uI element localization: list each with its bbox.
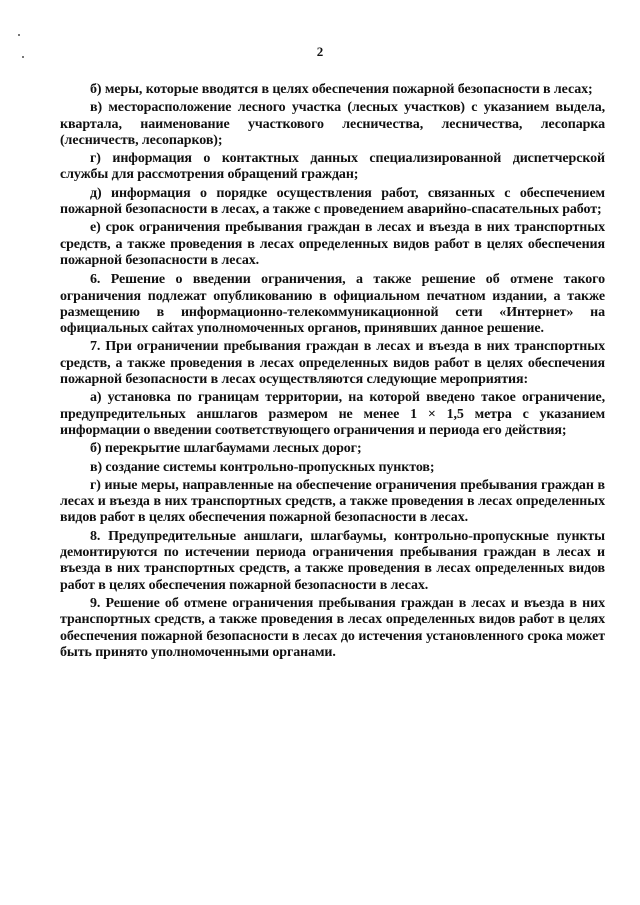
clause-7-item-b: б) перекрытие шлагбаумами лесных дорог; bbox=[90, 441, 362, 457]
clause-7-item-v: в) создание системы контрольно-пропускных пунктов; bbox=[90, 459, 435, 475]
clause-8: 8. Предупредительные аншлаги, шлагбаумы, контрольно-пропускные пункты демонтируются по истечении периода ограничения пребывания граждан в лесах и въезда в них транспортных средств, а также проведения в лесах определенных видов работ в целях обеспечения пожарной безопасности в лесах. bbox=[60, 528, 605, 593]
list-item-e: е) срок ограничения пребывания граждан в лесах и въезда в них транспортных средств, а также проведения в лесах определенных видов работ в целях обеспечения пожарной безопасности в лесах. bbox=[60, 220, 605, 268]
clause-7: 7. При ограничении пребывания граждан в лесах и въезда в них транспортных средств, а также проведения в лесах определенных видов работ в целях обеспечения пожарной безопасности в лесах осуществляются следующие мероприятия: bbox=[60, 339, 605, 388]
clause-7-item-g: г) иные меры, направленные на обеспечение ограничения пребывания граждан в лесах и въезда в них транспортных средств, а также проведения в лесах определенных видов работ в целях обеспечения пожарной безопасности в лесах. bbox=[60, 477, 605, 526]
clause-6: 6. Решение о введении ограничения, а также решение об отмене такого ограничения подлежат опубликованию в официальном печатном издании, а также размещению в информационно-телекоммуникационной сети «Интернет» на официальных сайтах уполномоченных органов, принявших данное решение. bbox=[60, 272, 605, 337]
clause-7-item-a: а) установка по границам территории, на которой введено такое ограничение, предупредительных аншлагов размером не менее 1 × 1,5 метра с указанием информации о введении соответствующего ограничения и периода его действия; bbox=[60, 390, 605, 438]
list-item-v: в) месторасположение лесного участка (лесных участков) с указанием выдела, квартала, наименование участкового лесничества, лесничества, лесопарка (лесничеств, лесопарков); bbox=[60, 100, 605, 148]
clause-9: 9. Решение об отмене ограничения пребывания граждан в лесах и въезда в них транспортных средств, а также проведения в лесах определенных видов работ в целях обеспечения пожарной безопасности в лесах до истечения установленного срока может быть принято уполномоченными органами. bbox=[60, 595, 605, 660]
list-item-d: д) информация о порядке осуществления работ, связанных с обеспечением пожарной безопасности в лесах, а также с проведением аварийно-спасательных работ; bbox=[60, 185, 605, 218]
document-body bbox=[60, 82, 605, 661]
list-item-g: г) информация о контактных данных специализированной диспетчерской службы для рассмотрения обращений граждан; bbox=[60, 151, 605, 183]
scan-speck bbox=[18, 34, 20, 36]
list-item-b: б) меры, которые вводятся в целях обеспечения пожарной безопасности в лесах; bbox=[90, 82, 593, 97]
page-number: 2 bbox=[316, 44, 324, 59]
